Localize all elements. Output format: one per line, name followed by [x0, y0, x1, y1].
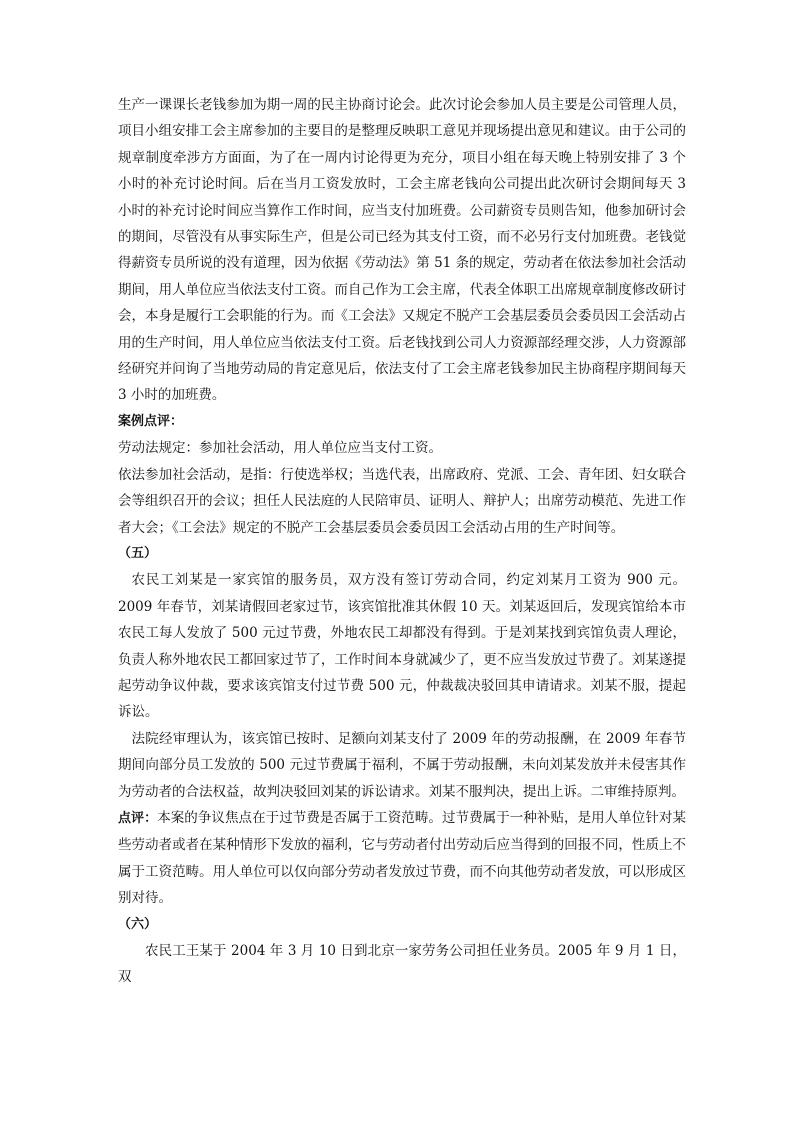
case5-facts: 农民工刘某是一家宾馆的服务员，双方没有签订劳动合同，约定刘某月工资为 900 元。2009 年春节，刘某请假回老家过节，该宾馆批准其休假 10 天。刘某返回后，发现宾馆给本市农民工每人发放了 500 元过节费，外地农民工却都没有得到。于是刘某找到宾馆负责人理论，负责人称外地农民工都回家过节了，工作时间本身就减少了，更不应当发放过节费了。刘某遂提起劳动争议仲裁，要求该宾馆支付过节费 500 元，仲裁裁决驳回其申请请求。刘某不服，提起诉讼。	[118, 572, 686, 721]
case6-facts: 农民工王某于 2004 年 3 月 10 日到北京一家劳务公司担任业务员。2005 年 9 月 1 日，双	[118, 943, 686, 986]
case5-ruling: 法院经审理认为，该宾馆已按时、足额向刘某支付了 2009 年的劳动报酬，在 2009 年春节期间向部分员工发放的 500 元过节费属于福利，不属于劳动报酬，未向刘某发放并未侵害其作为劳动者的合法权益，故判决驳回刘某的诉讼请求。刘某不服判决，提出上诉。二审维持原判。	[118, 730, 686, 800]
section-heading-6: （六）	[118, 916, 158, 932]
comment-label: 点评：	[118, 810, 158, 826]
section-heading-5: （五）	[118, 545, 158, 561]
social-activity-definition: 依法参加社会活动，是指：行使选举权；当选代表，出席政府、党派、工会、青年团、妇女联合会等组织召开的会议；担任人民法庭的人民陪审员、证明人、辩护人；出席劳动模范、先进工作者大会；《工会法》规定的不脱产工会基层委员会委员因工会活动占用的生产时间等。	[118, 466, 686, 536]
document-body	[118, 92, 686, 991]
case5-comment	[118, 805, 686, 912]
comment-text: 本案的争议焦点在于过节费是否属于工资范畴。过节费属于一种补贴，是用人单位针对某些劳动者或者在某种情形下发放的福利，它与劳动者付出劳动后应当得到的回报不同，性质上不属于工资范畴。用人单位可以仅向部分劳动者发放过节费，而不向其他劳动者发放，可以形成区别对待。	[118, 809, 686, 907]
labor-law-rule: 劳动法规定：参加社会活动，用人单位应当支付工资。	[118, 440, 442, 457]
case-story-paragraph: 生产一课课长老钱参加为期一周的民主协商讨论会。此次讨论会参加人员主要是公司管理人员，项目小组安排工会主席参加的主要目的是整理反映职工意见并现场提出意见和建议。由于公司的规章制度牵涉方方面面，为了在一周内讨论得更为充分，项目小组在每天晚上特别安排了 3 个小时的补充讨论时间。后在当月工资发放时，工会主席老钱向公司提出此次研讨会期间每天 3 小时的补充讨论时间应当算作工作时间，应当支付加班费。公司薪资专员则告知，他参加研讨会的期间，尽管没有从事实际生产，但是公司已经为其支付工资，而不必另行支付加班费。老钱觉得薪资专员所说的没有道理，因为依据《劳动法》第 51 条的规定，劳动者在依法参加社会活动期间，用人单位应当依法支付工资。而自己作为工会主席，代表全体职工出席规章制度修改研讨会，本身是履行工会职能的行为。而《工会法》又规定不脱产工会基层委员会委员因工会活动占用的生产时间，用人单位应当依法支付工资。后老钱找到公司人力资源部经理交涉，人力资源部经研究并问询了当地劳动局的肯定意见后，依法支付了工会主席老钱参加民主协商程序期间每天 3 小时的加班费。	[118, 97, 686, 404]
case-comment-heading: 案例点评：	[118, 413, 184, 429]
